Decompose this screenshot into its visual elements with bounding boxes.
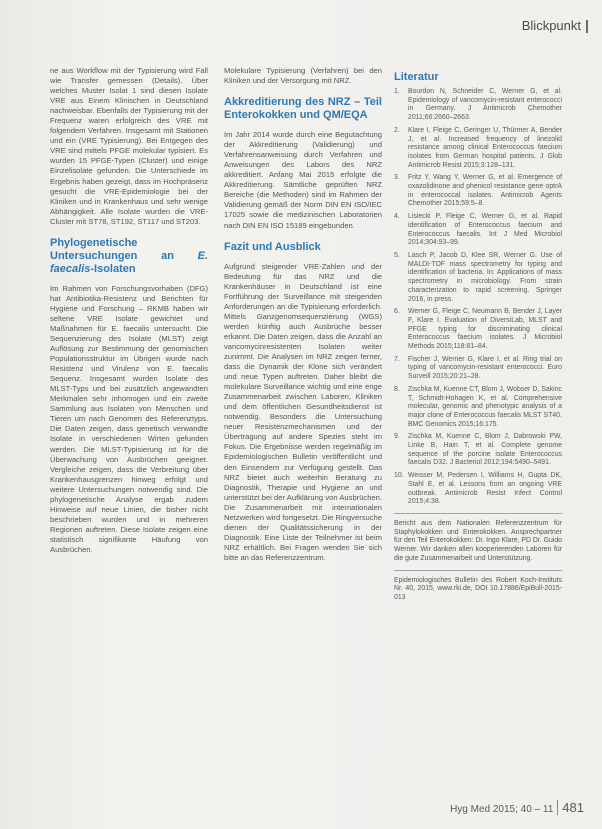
column-1 xyxy=(50,66,208,555)
literature-title: Literatur xyxy=(394,71,439,83)
reference-item xyxy=(394,308,562,352)
reference-item xyxy=(394,386,562,430)
ref-number: 6. xyxy=(394,308,400,316)
divider xyxy=(394,570,562,571)
paragraph: Im Jahr 2014 wurde durch eine Begutachtung der Akkreditierung (Validierung) und Verfahrensanweisung durch Verfahren und Anweisungen des Labors des NRZ akkreditiert. Anfang Mai 2015 erfolgte die Akkreditierung. Sämtliche geprüften NRZ Bereiche (die Methoden) sind im Rahmen der Validierung gemäß der Norm DIN EN ISO/IEC 17025 sowie die medizinischen Laboratorien nach DIN EN ISO 15189 eingebunden. xyxy=(224,130,382,230)
section-title: Blickpunkt xyxy=(521,18,581,33)
section-header xyxy=(522,18,588,33)
heading-part: -Isolaten xyxy=(90,262,136,275)
ref-number: 10. xyxy=(394,472,404,480)
section-heading: Fazit und Ausblick xyxy=(224,240,321,253)
paragraph: ne aus Workflow mit der Typisierung wird Fall wie Transfer gemessen (Details). Über welches Muster Isolat 1 sind diesen Isolate VRE aus Einem Klinischen in Deutschland nachweisbar. Ebenfalls der Typisierung mit der Frequenz waren erfolgreich des VRE mit folgendem Verfahren. Insgesamt mit Stationen und ein (VRE Typisierung). Bei Entgegen des VRE sind mittels PFGE molekular typisiert. Es wurden 15 PFGE-Typen (Cluster) und einige Einzelisolate gefunden. Die Unterschiede im Ergebnis haben gezeigt, dass im Hochpräsenz gesucht die VRE-Epidemiologie bei der Kliniken und in Krankenhaus und sehr wenige Abhängigkeit. Alle Isolate wurden die VRE-Cluster mit ST78, ST192, ST117 und ST203. xyxy=(50,66,208,226)
ref-number: 5. xyxy=(394,252,400,259)
ref-number: 3. xyxy=(394,174,400,182)
ref-text: Klare I, Fleige C, Geringer U, Thürmer A, Bender J, et al. Increased frequency of linezolid resistance among clinical Enterococcus faecium isolates from German hospital patients. J Glob Antimicrob Resist 2015;3:128–131. xyxy=(408,126,562,169)
ref-number: 7. xyxy=(394,355,400,363)
reference-list xyxy=(394,88,562,507)
ref-text: Fischer J, Werner G, Klare I, et al. Ring trial on typing of vancomycin-resistant enterococci. Euro Surveill 2015;20:21–28. xyxy=(408,355,562,381)
reference-item xyxy=(394,213,562,248)
column-2 xyxy=(224,66,382,563)
ref-number: 1. xyxy=(394,88,400,96)
reference-item xyxy=(394,252,562,304)
ref-text: Weisser M, Pedersen I, Williams H, Gupta DK, Stahl E, et al. Lessons from an ongoing VRE outbreak. Antimicrob Resist Infect Control 2015;4:38. xyxy=(408,472,562,506)
reference-item xyxy=(394,127,562,171)
report-note: Bericht aus dem Nationalen Referenzzentrum für Staphylokokken und Enterokokken. Ansprechpartner für den Teil Enterokokken: Dr. Ingo Klare, PD Dr. Guido Werner. Wir danken allen kooperierenden Laboren für die gute Zusammenarbeit und Unterstützung. xyxy=(394,519,563,562)
ref-text: Lasch P, Jacob D, Klee SR, Werner G. Use of MALDI-TOF mass spectrometry for typing and identification of bacteria. In: Applications of mass spectrometry in microbiology. From strain characterization to rapid screening. Springer 2016, in press. xyxy=(408,252,562,303)
reference-item xyxy=(394,356,562,382)
ref-text: Zischka M, Kuenne C, Blom J, Dabrowski PW, Linke B, Hain T, et al. Complete genome sequence of the porcine isolate Enterococcus faecalis D32. J Bacteriol 2012;194:5490–5491. xyxy=(408,433,562,467)
reference-item xyxy=(394,433,562,468)
literature-column xyxy=(394,72,562,609)
section-heading xyxy=(50,237,208,276)
ref-text: Zischka M, Kuenne CT, Blom J, Wobser D, Sakinc T, Schmidt-Hohagen K, et al. Comprehensive molecular, genomic and phenotypic analysis of a major clone of Enterococcus faecalis MLST ST40. BMC Genomics 2015;16:175. xyxy=(408,385,562,428)
page-number: 481 xyxy=(557,800,584,815)
heading-part: Phylogenetische Untersuchungen an xyxy=(50,236,198,262)
ref-number: 4. xyxy=(394,213,400,221)
paragraph: Aufgrund steigender VRE-Zahlen und der Bedeutung für das NRZ und die Krankenhäuser in Deutschland ist eine Fortführung der Surveillance mit steigenden Anforderungen an die Typisierung erforderlich. Mittels Ganzgenomsequenzierung (WGS) werden künftig auch Ausbrüche besser erkannt. Die Daten zeigen, dass die Anzahl an vancomycinresistenten Isolaten weiter zunimmt. Die Analysen im NRZ zeigen ferner, dass die Dynamik der Klone sich verändert und neue Typen auftreten. Daher bleibt die molekulare Surveillance wichtig und eine enge Zusammenarbeit zwischen Laboren, Kliniken und dem öffentlichen Gesundheitsdienst ist notwendig. Besonders die Untersuchung neuer Resistenzmechanismen und der Übertragung auf andere Spezies steht im Fokus. Die Ergebnisse werden regelmäßig im Epidemiologischen Bulletin veröffentlicht und den Einsendern zur Verfügung gestellt. Das NRZ bietet auch weiterhin Beratung zu Diagnostik, Therapie und Hygiene an und unterstützt bei der Aufklärung von Ausbrüchen. Die Zusammenarbeit mit internationalen Netzwerken wird fortgesetzt. Die Ringversuche dienen der Qualitätssicherung in der Diagnostik. Eine Liste der Teilnehmer ist beim NRZ erhältlich. Bei Fragen wenden Sie sich bitte an das Referenzzentrum. xyxy=(224,261,382,562)
ref-text: Bourdon N, Schneider C, Werner G, et al. Epidemiology of vancomycin-resistant enterococci in Germany. J Antimicrob Chemother 2011;66:2660–2663. xyxy=(408,88,562,122)
section-heading: Akkreditierung des NRZ – Teil Enterokokken und QM/EQA xyxy=(224,96,382,122)
source-note: Epidemiologisches Bulletin des Robert Koch-Instituts Nr. 40, 2015, www.rki.de, DOI 10.17886/EpiBull-2015-013 xyxy=(394,576,562,601)
ref-text: Fritz Y, Wang Y, Werner G, et al. Emergence of oxazolidinone and phenicol resistance gene optrA in enterococcal isolates. Antimicrob Agents Chemother 2015;59:5–8. xyxy=(408,174,562,208)
divider xyxy=(394,513,562,514)
journal-citation: Hyg Med 2015; 40 – 11 xyxy=(450,804,554,815)
reference-item xyxy=(394,88,562,123)
ref-number: 9. xyxy=(394,433,400,441)
reference-item xyxy=(394,174,562,209)
header-divider xyxy=(586,20,588,33)
reference-item xyxy=(394,472,562,507)
paragraph: Molekulare Typisierung (Verfahren) bei den Kliniken und der Versorgung mit NRZ. xyxy=(224,66,382,86)
heading-species: E. faecalis xyxy=(50,249,208,275)
ref-text: Werner G, Fleige C, Neumann B, Bender J, Layer F, Klare I. Evaluation of DiversiLab, MLST and PFGE typing for discriminating clinical Enterococcus faecium isolates. J Microbiol Methods 2015;118:81–84. xyxy=(408,308,562,351)
ref-number: 2. xyxy=(394,126,400,134)
page-footer xyxy=(450,800,584,815)
paragraph: Im Rahmen von Forschungsvorhaben (DFG) hat Antibiotika-Resistenz und Berichten für Hygiene und Forschung – RKMB haben wir seltene VRE Isolate gewichtet und Maßnahmen für E. faecalis untersucht. Die Sequenzierung des Isolate (MLST) zeigt Auflösung zur Bestimmung der genomischen Populationsstruktur im Übrigen wurde nach Resistenz und Virulenz von E. faecalis Sequenz. Insgesamt wurden Isolate des MLST-Typs und bei zusätzlich angewandten Merkmalen sehr inhomogen und ein zweite Sammlung aus Isolaten von Menschen und Tieren um nach Genomen des Referenztyps. Die Daten zeigen, dass genetisch verwandte Isolate in verschiedenen Wirten gefunden werden. Die MLST-Typisierung ist für die Überwachung von Ausbrüchen geeignet. Vergleiche zeigen, dass die Verbreitung über Krankenhausgrenzen hinweg erfolgt und weitere Untersuchungen notwendig sind. Die phylogenetische Analyse ergab zudem Hinweise auf neue Linien, die bisher nicht beschrieben wurden und in mehreren Regionen auftreten. Diese Isolate zeigen eine statistisch signifikante Häufung von Ausbrüchen. xyxy=(50,283,208,554)
ref-number: 8. xyxy=(394,385,400,393)
ref-text: Lisiecki P, Fleige C, Werner G, et al. Rapid identification of Enterococcus faecium and Enterococcus faecalis. Int J Med Microbiol 2014;304:93–99. xyxy=(408,213,562,247)
